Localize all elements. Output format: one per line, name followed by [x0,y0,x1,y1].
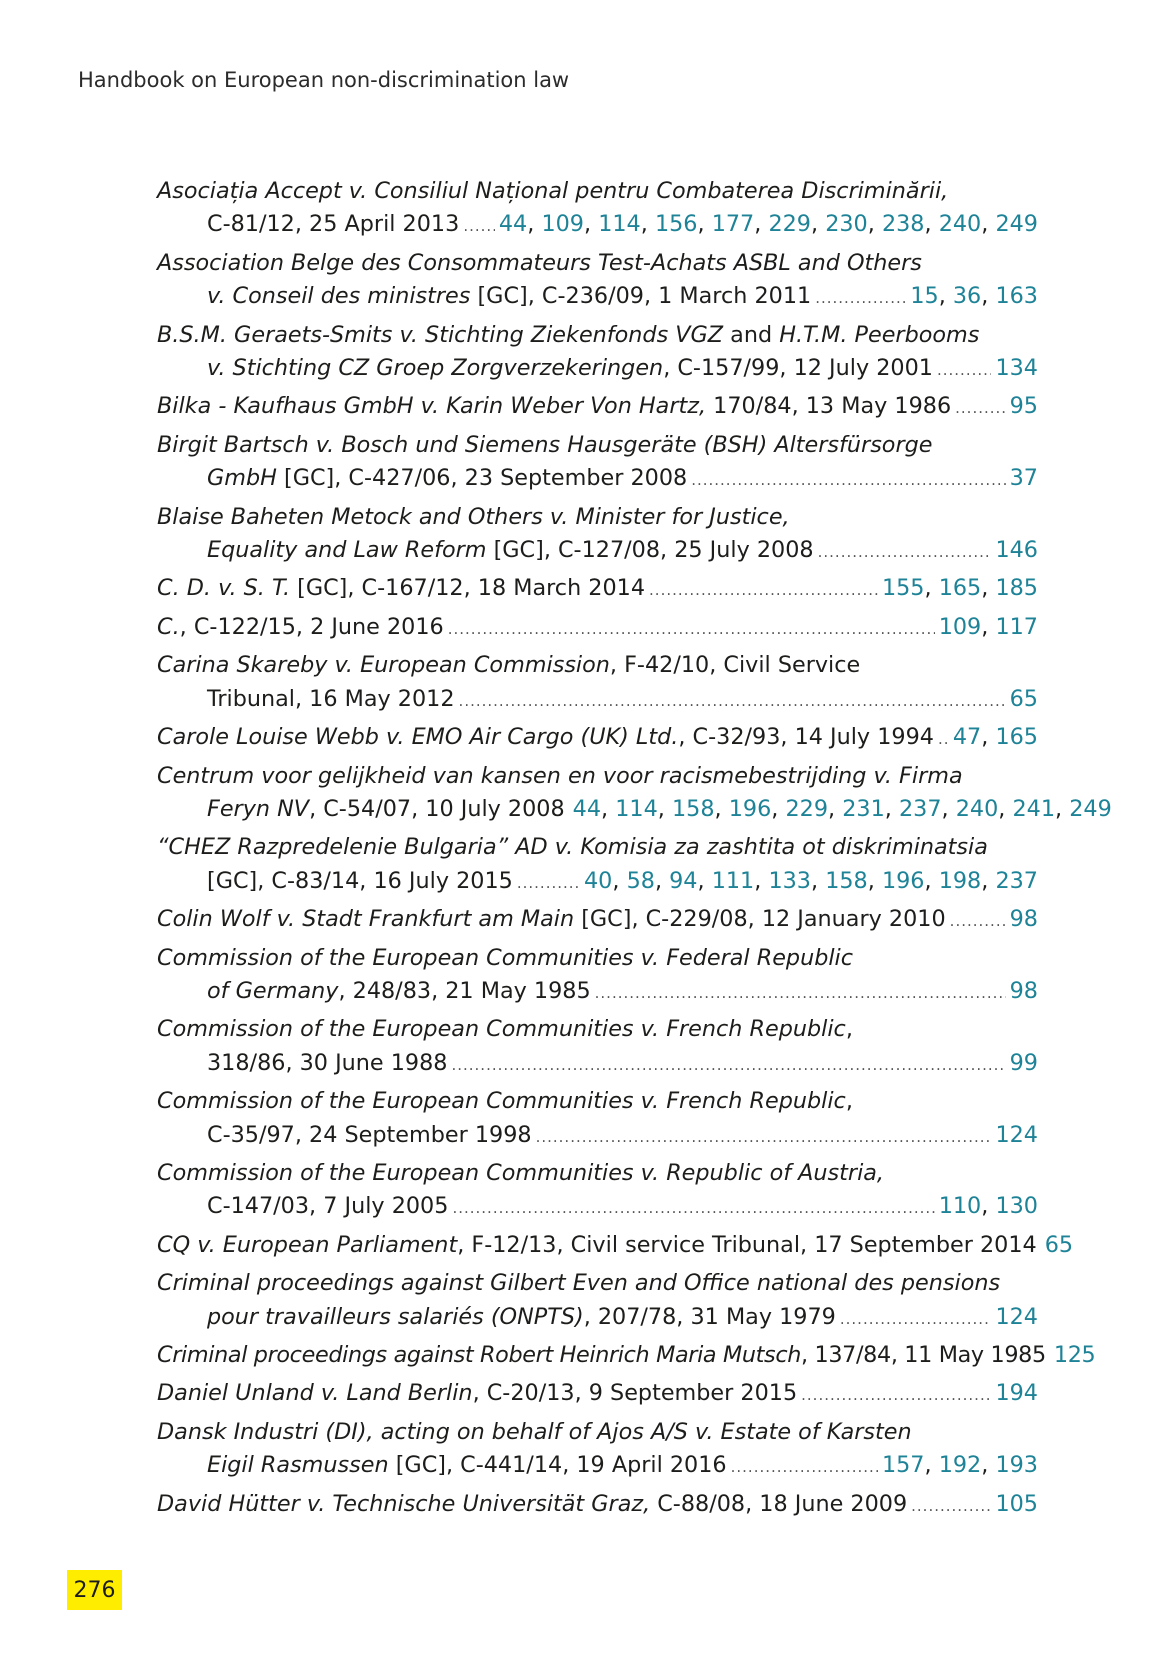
dot-leader [815,282,906,315]
page-separator: , [811,211,826,238]
index-entry [157,1377,1038,1412]
page-reference-link[interactable]: 124 [995,1303,1038,1330]
page-separator: , [584,211,599,238]
page-reference-link[interactable]: 237 [898,795,942,822]
page-reference-link[interactable]: 15 [910,283,939,310]
citation-text: , F-42/10, Civil Service [609,652,861,679]
entry-first-line [157,831,1038,864]
case-citation [157,572,645,605]
page-separator: , [981,613,996,640]
page-separator: , [924,575,939,602]
page-reference-link[interactable]: 192 [938,1452,982,1479]
page-reference-link[interactable]: 237 [995,867,1038,894]
page-reference-link[interactable]: 163 [995,283,1038,310]
entry-continuation-line [157,865,1038,900]
index-entry [157,1013,1038,1082]
citation-text: C-35/97, 24 September 1998 [207,1121,532,1148]
page-separator: , [981,1193,996,1220]
page-reference-link[interactable]: 156 [654,211,698,238]
citation-text: , 248/83, 21 May 1985 [338,977,591,1004]
page-references [499,208,1038,241]
entry-first-line [157,760,1038,793]
page-references [939,1190,1038,1223]
case-citation [157,1229,1037,1262]
page-reference-link[interactable]: 65 [1044,1231,1074,1258]
page-references [1054,1339,1096,1372]
citation-text: C-147/03, 7 July 2005 [207,1193,449,1220]
citation-text: , C-157/99, 12 July 2001 [663,355,933,382]
page-references [995,534,1038,567]
page-reference-link[interactable]: 229 [768,211,811,238]
dot-leader [463,210,495,243]
case-name-text: GmbH [207,465,277,492]
case-citation [207,975,591,1008]
citation-text: [GC], C-167/12, 18 March 2014 [290,575,646,602]
page-reference-link[interactable]: 165 [995,724,1038,751]
case-citation [157,429,933,462]
page-separator: , [714,795,729,822]
page-references [995,1488,1038,1521]
case-citation [157,1267,1000,1300]
entry-first-line [157,390,1038,425]
page-references [995,1119,1038,1152]
citation-text: Tribunal, 16 May 2012 [207,685,455,712]
page-reference-link[interactable]: 249 [995,211,1038,238]
page-reference-link[interactable]: 40 [584,867,613,894]
page-reference-link[interactable]: 109 [541,211,584,238]
dot-leader [840,1303,992,1336]
page-reference-link[interactable]: 47 [952,724,982,751]
case-name-text: CQ v. European Parliament [157,1231,458,1258]
page-reference-link[interactable]: 114 [598,211,641,238]
entry-continuation-line [157,1047,1038,1082]
page-reference-link[interactable]: 133 [768,867,811,894]
page-separator: , [771,795,786,822]
index-entry [157,1229,1074,1264]
page-separator: , [981,1452,996,1479]
page-reference-link[interactable]: 58 [626,867,655,894]
case-citation [157,903,946,936]
page-reference-link[interactable]: 110 [938,1193,982,1220]
case-citation [157,760,963,793]
page-reference-link[interactable]: 231 [842,795,885,822]
dot-leader [595,977,1006,1010]
index-entry [157,649,1038,718]
page-reference-link[interactable]: 249 [1069,795,1112,822]
citation-text: [GC], C-427/06, 23 September 2008 [276,465,688,492]
case-citation [157,1377,797,1410]
case-name-text: Commission of the European Communities v. Federal Republic [157,944,854,971]
page-separator: , [981,867,996,894]
case-name-text: David Hütter v. Technische Universität Graz, [157,1490,651,1517]
page-separator: , [640,211,655,238]
page-reference-link[interactable]: 240 [938,211,982,238]
case-citation [157,649,860,682]
entry-continuation-line [157,280,1038,315]
page-references [995,352,1038,385]
page-separator: , [884,795,899,822]
page-references [939,611,1038,644]
dot-leader [911,1490,991,1523]
page-reference-link[interactable]: 155 [881,575,925,602]
entry-first-line [157,1013,1038,1046]
entry-first-line [157,1377,1038,1412]
entry-first-line [157,1229,1074,1264]
page-reference-link[interactable]: 177 [711,211,755,238]
entry-continuation-line [157,534,1038,569]
case-name-text: B.S.M. Geraets-Smits v. Stichting Ziekenfonds VGZ [157,321,724,348]
index-entry [157,611,1038,646]
dot-leader [451,1049,1005,1082]
index-entry [157,903,1038,938]
citation-text: 170/84, 13 May 1986 [706,393,952,420]
entry-continuation-line [157,1449,1038,1484]
page-references [573,793,1112,826]
page-reference-link[interactable]: 198 [938,867,982,894]
case-citation [157,1416,912,1449]
page-separator: , [981,724,996,751]
page-separator: , [527,211,542,238]
dot-leader [801,1379,991,1412]
case-citation [207,208,459,241]
citation-text: , C-122/15, 2 June 2016 [179,613,444,640]
case-name-text: Criminal proceedings against Robert Heinrich Maria Mutsch [157,1342,802,1368]
citation-text: , [845,1088,853,1115]
page-separator: , [657,795,672,822]
citation-text: [GC], C-83/14, 16 July 2015 [207,867,513,894]
citation-text: , C-20/13, 9 September 2015 [472,1380,798,1407]
index-entry [157,1085,1038,1154]
page-separator: , [754,867,769,894]
page-reference-link[interactable]: 117 [995,613,1038,640]
entry-first-line [157,175,1038,208]
entry-first-line [157,1416,1038,1449]
citation-text: C-88/08, 18 June 2009 [650,1490,908,1517]
page-separator: , [811,867,826,894]
page-reference-link[interactable]: 95 [1009,393,1038,420]
case-citation [207,793,565,826]
case-name-text: C. D. v. S. T. [157,575,291,602]
citation-text: [GC], C-127/08, 25 July 2008 [486,537,814,564]
page-separator: , [941,795,956,822]
page-references [1010,903,1038,936]
page-reference-link[interactable]: 111 [711,867,755,894]
dot-leader [731,1451,878,1484]
case-name-text: Association Belge des Consommateurs Test-Achats ASBL and Others [157,249,922,276]
index-entry [157,429,1038,498]
case-citation [157,942,853,975]
page-references [584,865,1038,898]
case-citation [157,611,444,644]
dot-leader [459,685,1006,718]
page-references [1010,462,1038,495]
page-reference-link[interactable]: 105 [995,1490,1038,1517]
case-citation [207,865,513,898]
page-reference-link[interactable]: 37 [1009,465,1038,492]
case-name-text: “CHEZ Razpredelenie Bulgaria” AD v. Komisia za zashtita ot diskriminatsia [157,834,988,861]
page-separator: , [697,211,712,238]
dot-leader [818,536,992,569]
page-reference-link[interactable]: 36 [952,283,982,310]
citation-text: , 137/84, 11 May 1985 [801,1342,1046,1368]
index-entry [157,1157,1038,1226]
page-reference-link[interactable]: 240 [955,795,999,822]
page-separator: , [981,575,996,602]
page-reference-link[interactable]: 194 [995,1380,1038,1407]
index-entry [157,175,1038,244]
case-citation [157,1157,884,1190]
page-reference-link[interactable]: 185 [995,575,1038,602]
citation-text: [GC], C-229/08, 12 January 2010 [574,906,946,933]
page-reference-link[interactable]: 196 [881,867,925,894]
case-index-list [157,175,1112,1526]
entry-first-line [157,903,1038,938]
entry-first-line [157,501,1038,534]
case-name-text: Eigil Rasmussen [207,1452,389,1479]
entry-continuation-line [157,683,1038,718]
citation-text: 318/86, 30 June 1988 [207,1049,448,1076]
case-citation [207,462,687,495]
case-citation [157,1488,907,1521]
index-entry [157,572,1038,607]
citation-text: [GC], C-236/09, 1 March 2011 [470,283,812,310]
case-name-text: Bilka - Kaufhaus GmbH v. Karin Weber Von Hartz, [157,393,707,420]
page-reference-link[interactable]: 44 [572,795,602,822]
dot-leader [937,354,991,387]
page-reference-link[interactable]: 125 [1053,1342,1096,1368]
page-separator: , [867,211,882,238]
case-name-text: Equality and Law Reform [207,537,487,564]
case-citation [157,247,922,280]
page-separator: , [924,1452,939,1479]
entry-continuation-line [157,462,1038,497]
page-separator: , [1055,795,1070,822]
entry-continuation-line [157,975,1038,1010]
case-name-text: Carina Skareby v. European Commission [157,652,610,679]
page-separator: , [697,867,712,894]
case-name-text: Commission of the European Communities v. Republic of Austria, [157,1159,885,1186]
page-separator: , [998,795,1013,822]
page-separator: , [612,867,627,894]
case-citation [157,1339,1046,1372]
page-references [1010,390,1038,423]
case-citation [157,501,790,534]
case-name-text: C. [157,613,180,640]
case-name-text: Commission of the European Communities v. French Republic [157,1088,846,1115]
case-citation [207,683,455,716]
case-citation [157,831,988,864]
entry-first-line [157,721,1038,756]
index-entry [157,1416,1038,1485]
page-references [882,572,1038,605]
page-separator: , [924,211,939,238]
case-citation [207,1047,447,1080]
citation-text: , C-54/07, 10 July 2008 [309,795,565,822]
index-entry [157,1488,1038,1523]
page-separator: , [981,211,996,238]
page-reference-link[interactable]: 99 [1009,1049,1038,1076]
page-reference-link[interactable]: 146 [995,537,1038,564]
index-entry [157,760,1112,829]
page-reference-link[interactable]: 65 [1009,685,1038,712]
page-reference-link[interactable]: 124 [995,1121,1038,1148]
citation-text: and [723,321,780,348]
entry-first-line [157,1085,1038,1118]
page-references [1010,683,1038,716]
entry-first-line [157,1267,1038,1300]
case-citation [207,534,814,567]
entry-continuation-line [157,1190,1038,1225]
case-name-text: Colin Wolf v. Stadt Frankfurt am Main [157,906,575,933]
case-name-text: v. Stichting CZ Groep Zorgverzekeringen [207,355,664,382]
entry-first-line [157,1157,1038,1190]
entry-first-line [157,572,1038,607]
dot-leader [452,1192,934,1225]
index-entry [157,319,1038,388]
index-entry [157,501,1038,570]
page-number: 276 [73,1577,116,1603]
entry-first-line [157,247,1038,280]
page-reference-link[interactable]: 230 [825,211,868,238]
index-entry [157,1267,1038,1336]
page-reference-link[interactable]: 241 [1012,795,1056,822]
entry-continuation-line [157,208,1038,243]
index-entry [157,390,1038,425]
page-separator: , [754,211,769,238]
page-separator: , [867,867,882,894]
entry-continuation-line [157,793,1112,828]
case-citation [207,1190,448,1223]
page-references [1045,1229,1073,1262]
entry-first-line [157,649,1038,682]
entry-continuation-line [157,1301,1038,1336]
page-reference-link[interactable]: 98 [1009,977,1038,1004]
entry-first-line [157,319,1038,352]
dot-leader [448,613,935,646]
page-reference-link[interactable]: 44 [498,211,528,238]
page-reference-link[interactable]: 130 [995,1193,1038,1220]
page-reference-link[interactable]: 229 [785,795,829,822]
page-references [1010,975,1038,1008]
page-references [1010,1047,1038,1080]
page-separator: , [601,795,616,822]
case-name-text: Centrum voor gelijkheid van kansen en voor racismebestrijding v. Firma [157,762,963,789]
index-entry [157,831,1038,900]
page-references [882,1449,1038,1482]
entry-first-line [157,1339,1096,1374]
page-reference-link[interactable]: 109 [938,613,982,640]
entry-first-line [157,611,1038,646]
dot-leader [955,392,1005,425]
page-reference-link[interactable]: 134 [995,355,1038,382]
page-references [995,1377,1038,1410]
case-citation [157,1013,853,1046]
page-references [995,1301,1038,1334]
citation-text: C-81/12, 25 April 2013 [207,211,460,238]
index-entry [157,721,1038,756]
case-citation [157,319,979,352]
case-name-text: Commission of the European Communities v. French Republic [157,1016,846,1043]
page-reference-link[interactable]: 165 [938,575,982,602]
index-entry [157,1339,1096,1374]
case-citation [157,390,951,423]
case-citation [207,1119,532,1152]
page-reference-link[interactable]: 158 [671,795,715,822]
page-reference-link[interactable]: 238 [881,211,925,238]
dot-leader [517,867,580,900]
entry-first-line [157,429,1038,462]
case-name-text: H.T.M. Peerbooms [779,321,980,348]
case-citation [207,352,933,385]
dot-leader [649,574,878,607]
case-citation [207,1301,836,1334]
case-citation [157,721,934,754]
citation-text: , 207/78, 31 May 1979 [583,1303,836,1330]
case-name-text: Blaise Baheten Metock and Others v. Minister for Justice, [157,503,790,530]
entry-first-line [157,1488,1038,1523]
case-name-text: Carole Louise Webb v. EMO Air Cargo (UK) Ltd. [157,724,679,751]
page-reference-link[interactable]: 98 [1009,906,1038,933]
page-separator: , [981,283,996,310]
page-number-badge [67,1570,122,1610]
case-name-text: Criminal proceedings against Gilbert Even and Office national des pensions [157,1270,1001,1297]
page-separator: , [938,283,953,310]
page-separator: , [654,867,670,894]
entry-continuation-line [157,352,1038,387]
page-separator: , [828,795,843,822]
dot-leader [950,905,1006,938]
case-name-text: Dansk Industri (DI), acting on behalf of Ajos A/S v. Estate of Karsten [157,1418,912,1445]
case-citation [157,1085,853,1118]
case-citation [207,1449,727,1482]
case-name-text: Birgit Bartsch v. Bosch und Siemens Hausgeräte (BSH) Altersfürsorge [157,431,933,458]
dot-leader [938,723,949,756]
page-reference-link[interactable]: 158 [825,867,868,894]
page-references [953,721,1038,754]
case-name-text: Feryn NV [207,795,310,822]
case-name-text: Asociația Accept v. Consiliul Național pentru Combaterea Discriminării, [157,178,949,204]
citation-text: , F-12/13, Civil service Tribunal, 17 September 2014 [457,1231,1037,1258]
index-entry [157,942,1038,1011]
case-citation [207,280,811,313]
entry-first-line [157,942,1038,975]
citation-text: , [845,1016,853,1043]
running-head: Handbook on European non-discrimination law [78,68,570,92]
citation-text: , C-32/93, 14 July 1994 [678,724,934,751]
page-reference-link[interactable]: 196 [728,795,772,822]
page-references [910,280,1038,313]
page-reference-link[interactable]: 94 [669,867,698,894]
page-reference-link[interactable]: 114 [615,795,658,822]
dot-leader [536,1121,992,1154]
dot-leader [691,464,1005,497]
case-name-text: Daniel Unland v. Land Berlin [157,1380,473,1407]
case-citation [157,175,948,208]
page-reference-link[interactable]: 193 [995,1452,1038,1479]
page-reference-link[interactable]: 157 [881,1452,925,1479]
citation-text: [GC], C-441/14, 19 April 2016 [388,1452,727,1479]
case-name-text: pour travailleurs salariés (ONPTS) [207,1303,584,1330]
case-name-text: of Germany [207,977,339,1004]
case-name-text: v. Conseil des ministres [207,283,471,310]
index-entry [157,247,1038,316]
page-separator: , [924,867,939,894]
entry-continuation-line [157,1119,1038,1154]
